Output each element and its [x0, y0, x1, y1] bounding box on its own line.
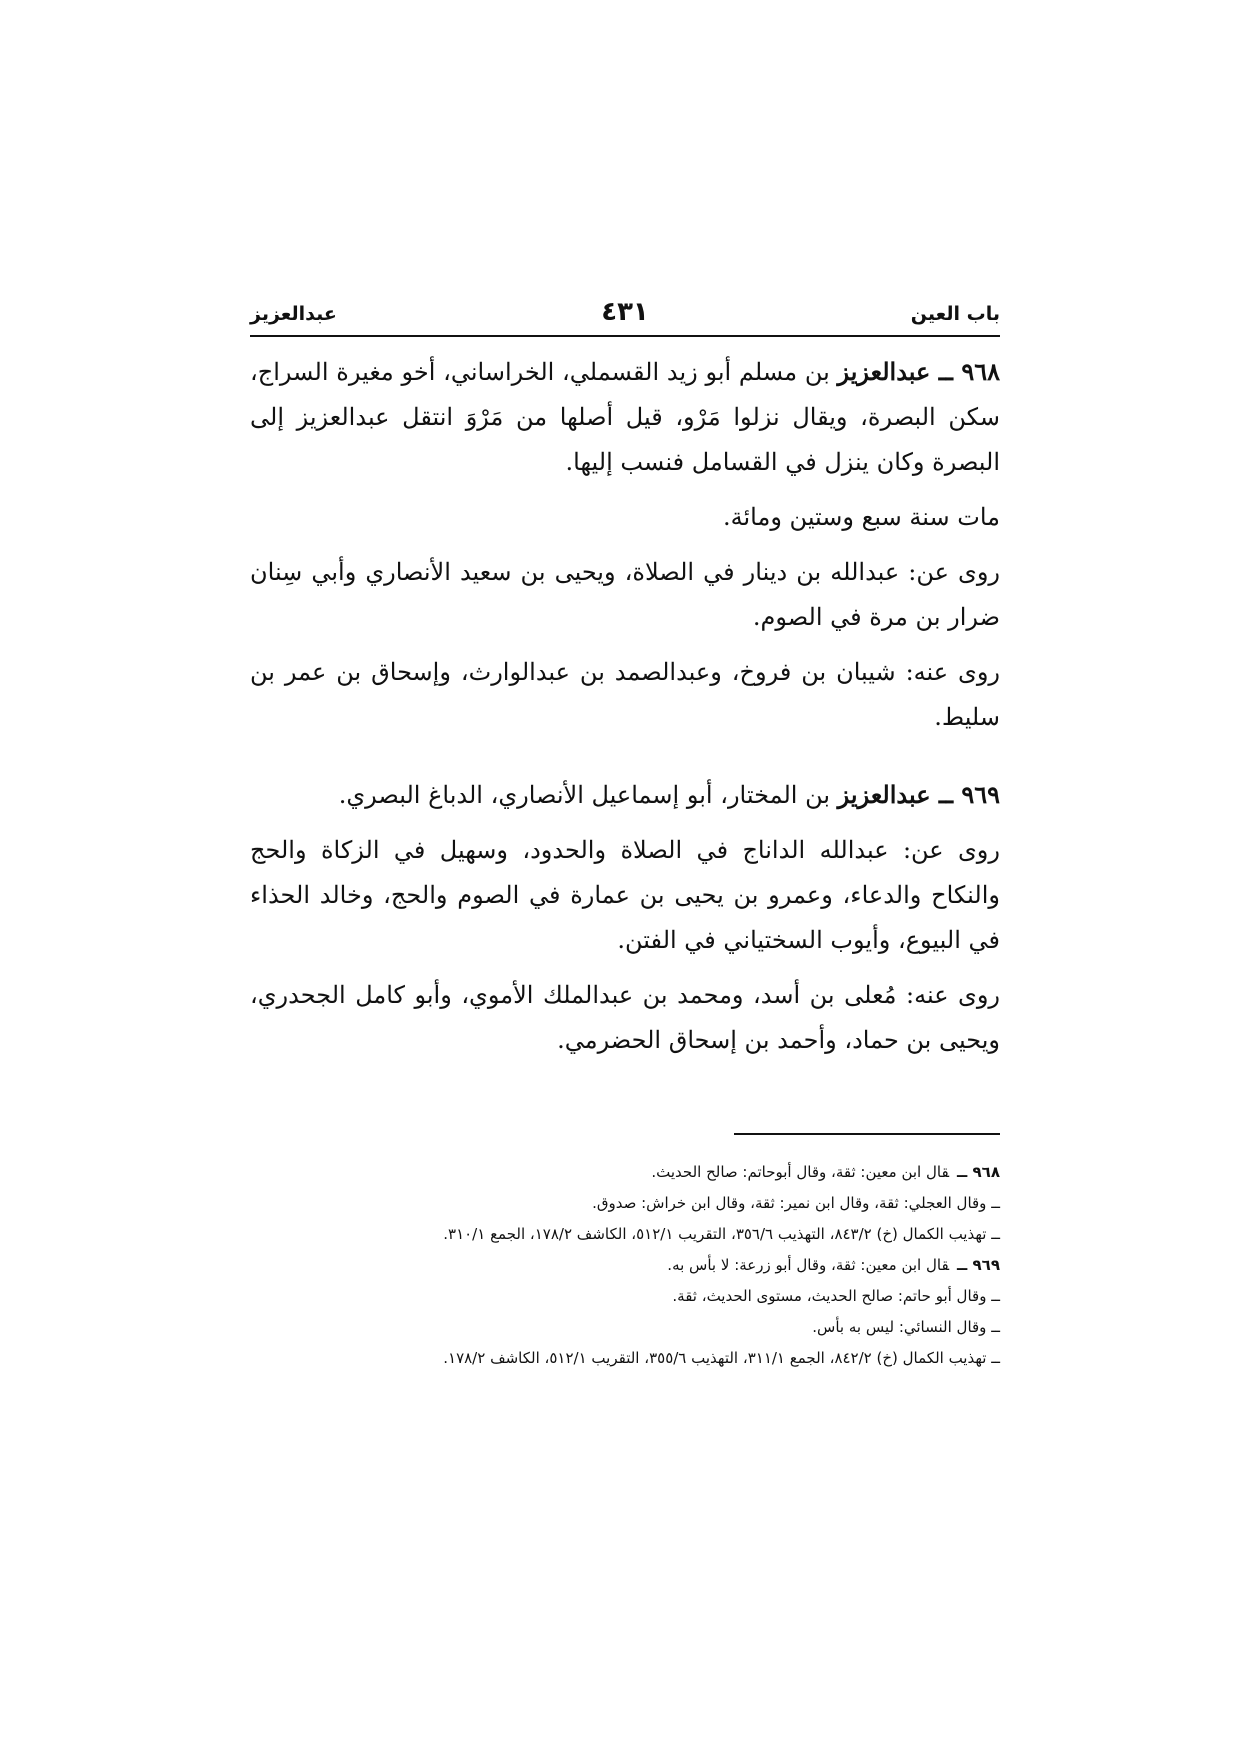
- footnote-line: [250, 1250, 1000, 1281]
- entry-968-narrated-by: روى عنه: شيبان بن فروخ، وعبدالصمد بن عبدالوارث، وإسحاق بن عمر بن سليط.: [250, 658, 1000, 731]
- footnote-number: ٩٦٨ ــ: [957, 1163, 1000, 1181]
- chapter-title: باب العين: [910, 303, 1000, 325]
- footnote-text: ــ وقال العجلي: ثقة، وقال ابن نمير: ثقة، وقال ابن خراش: صدوق.: [592, 1194, 1000, 1212]
- footnote-text: قال ابن معين: ثقة، وقال أبوحاتم: صالح الحديث.: [651, 1163, 950, 1181]
- entry-968-death: مات سنة سبع وستين ومائة.: [722, 503, 1000, 531]
- footnote-text: ــ تهذيب الكمال (خ) ٨٤٢/٢، الجمع ٣١١/١، التهذيب ٣٥٥/٦، التقريب ٥١٢/١، الكاشف ١٧٨/٢.: [443, 1349, 1000, 1367]
- entry-968-heading: ٩٦٨ ــ عبدالعزيز: [837, 357, 1000, 386]
- entry-969-bio: بن المختار، أبو إسماعيل الأنصاري، الدباغ البصري.: [338, 781, 831, 809]
- footnote-text: قال ابن معين: ثقة، وقال أبو زرعة: لا بأس به.: [667, 1256, 950, 1274]
- book-page: [250, 295, 1000, 1374]
- entry-969-narrated-from: روى عن: عبدالله الداناج في الصلاة والحدود، وسهيل في الزكاة والحج والنكاح والدعاء، وعمرو بن يحيى بن عمارة في الصوم والحج، وخالد الحذاء في البيوع، وأيوب السختياني في الفتن.: [250, 836, 1000, 954]
- entry-968-narrated-from: روى عن: عبدالله بن دينار في الصلاة، ويحيى بن سعيد الأنصاري وأبي سِنان ضرار بن مرة في الصوم.: [250, 558, 1000, 631]
- running-head: [250, 295, 1000, 335]
- entry-969-heading: ٩٦٩ ــ عبدالعزيز: [837, 780, 1000, 809]
- entry-968-intro: [250, 349, 1000, 485]
- page-number: ٤٣١: [601, 297, 649, 327]
- footnote-number: ٩٦٩ ــ: [957, 1256, 1000, 1274]
- footnote-line: [250, 1188, 1000, 1219]
- footnote-rule: [734, 1133, 1000, 1135]
- footnote-separator: [250, 1133, 1000, 1135]
- section-title: عبدالعزيز: [250, 303, 337, 325]
- entry-969-narrated-by: روى عنه: مُعلى بن أسد، ومحمد بن عبدالملك الأموي، وأبو كامل الجحدري، ويحيى بن حماد، وأحمد بن إسحاق الحضرمي.: [250, 981, 1001, 1054]
- footnotes: [250, 1157, 1000, 1374]
- header-rule: [250, 335, 1000, 337]
- footnote-line: [250, 1312, 1000, 1343]
- entry-969-intro: [250, 772, 1000, 818]
- footnote-line: [250, 1157, 1000, 1188]
- entry-968-bio: بن مسلم أبو زيد القسملي، الخراساني، أخو مغيرة السراج، سكن البصرة، ويقال نزلوا مَرْو، قيل أصلها من مَرْوَ انتقل عبدالعزيز إلى البصرة وكان ينزل في القسامل فنسب إليها.: [250, 358, 1000, 476]
- footnote-text: ــ تهذيب الكمال (خ) ٨٤٣/٢، التهذيب ٣٥٦/٦، التقريب ٥١٢/١، الكاشف ١٧٨/٢، الجمع ٣١٠/١.: [443, 1225, 1000, 1243]
- footnote-line: [250, 1343, 1000, 1374]
- footnote-line: [250, 1281, 1000, 1312]
- footnote-text: ــ وقال أبو حاتم: صالح الحديث، مستوى الحديث، ثقة.: [672, 1287, 1000, 1305]
- footnote-line: [250, 1219, 1000, 1250]
- footnote-text: ــ وقال النسائي: ليس به بأس.: [812, 1318, 1000, 1336]
- entry-spacer: [250, 750, 1000, 772]
